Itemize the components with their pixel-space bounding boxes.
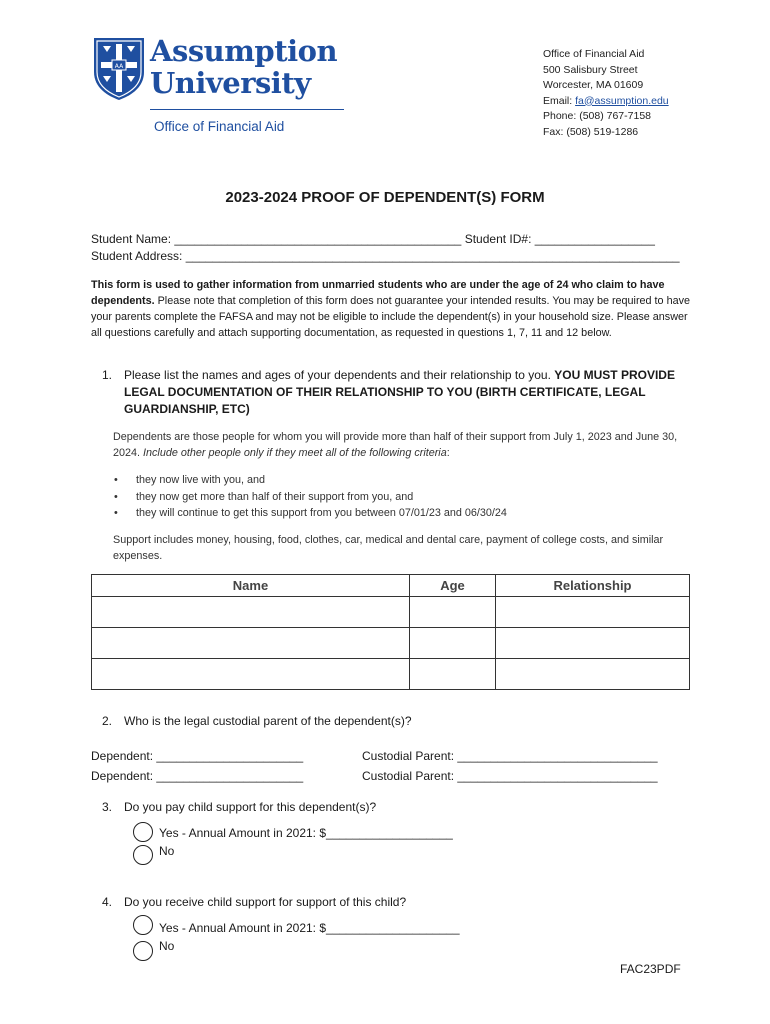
relationship-cell[interactable] bbox=[496, 597, 690, 628]
question-3-number: 3. bbox=[102, 800, 113, 814]
student-name-field[interactable]: Student Name: ___________________________________________ bbox=[91, 232, 462, 246]
age-cell[interactable] bbox=[410, 597, 496, 628]
contact-city: Worcester, MA 01609 bbox=[543, 79, 644, 91]
question-3 bbox=[102, 800, 376, 814]
contact-fax: Fax: (508) 519-1286 bbox=[543, 125, 639, 138]
name-cell[interactable] bbox=[92, 628, 410, 659]
question-4-text: Do you receive child support for support of this child? bbox=[124, 895, 407, 909]
form-code: FAC23PDF bbox=[620, 962, 681, 976]
contact-street: 500 Salisbury Street bbox=[543, 63, 638, 76]
table-header-row bbox=[92, 575, 690, 597]
contact-block bbox=[543, 47, 669, 140]
table-row bbox=[92, 659, 690, 690]
q4-no-label: No bbox=[159, 939, 175, 953]
dependents-definition-italic: Include other people only if they meet all of the following criteria bbox=[143, 447, 447, 459]
logo-line-1: Assumption bbox=[150, 34, 338, 68]
email-link[interactable]: fa@assumption.edu bbox=[575, 94, 669, 107]
name-cell[interactable] bbox=[92, 597, 410, 628]
contact-email-label: Email: bbox=[543, 94, 576, 107]
logo-subtitle: Office of Financial Aid bbox=[154, 119, 285, 134]
intro-paragraph bbox=[91, 277, 691, 341]
dependent-field-2[interactable]: Dependent: ______________________ bbox=[91, 769, 304, 783]
age-cell[interactable] bbox=[410, 659, 496, 690]
contact-phone: Phone: (508) 767-7158 bbox=[543, 110, 651, 122]
question-1 bbox=[102, 367, 692, 418]
criteria-item: • they now live with you, and bbox=[114, 472, 507, 489]
contact-email-row bbox=[543, 94, 669, 110]
question-2-number: 2. bbox=[102, 714, 113, 728]
student-name-row[interactable] bbox=[91, 232, 655, 246]
table-row bbox=[92, 628, 690, 659]
dependents-table bbox=[91, 574, 690, 690]
question-1-number: 1. bbox=[102, 368, 113, 382]
header-relationship: Relationship bbox=[496, 575, 690, 597]
question-3-text: Do you pay child support for this dependent(s)? bbox=[124, 800, 377, 814]
logo-line-2: University bbox=[150, 66, 311, 100]
logo-divider bbox=[150, 109, 344, 110]
university-logo bbox=[88, 30, 358, 145]
student-address-field[interactable]: Student Address: __________________________________________________________________________ bbox=[91, 249, 680, 263]
dependents-definition-text: Dependents are those people for whom you will provide more than half of their support from July 1, 2023 and June 30, 2024. bbox=[113, 431, 678, 459]
shield-crest-icon bbox=[92, 36, 146, 102]
criteria-item: • they will continue to get this support from you between 07/01/23 and 06/30/24 bbox=[114, 505, 507, 522]
question-4 bbox=[102, 895, 406, 909]
q4-no-radio[interactable] bbox=[133, 941, 153, 961]
table-row bbox=[92, 597, 690, 628]
dependent-field-1[interactable]: Dependent: ______________________ bbox=[91, 749, 304, 763]
intro-rest: Please note that completion of this form does not guarantee your intended results. You may be required to have your parents complete the FAFSA and may not be eligible to include the dependent(s) in your household size. Please answer all questions carefully and attach supporting documentation, as requested in questions 1, 7, 11 and 12 below. bbox=[91, 295, 690, 339]
criteria-list bbox=[114, 472, 507, 522]
question-4-number: 4. bbox=[102, 895, 113, 909]
dependents-definition-colon: : bbox=[446, 447, 450, 459]
q4-yes-radio[interactable] bbox=[133, 915, 153, 935]
custodial-parent-field-2[interactable]: Custodial Parent: ______________________________ bbox=[362, 769, 658, 783]
q3-yes-label: Yes - Annual Amount in 2021: $___________________ bbox=[159, 826, 453, 840]
name-cell[interactable] bbox=[92, 659, 410, 690]
student-id-field[interactable]: Student ID#: __________________ bbox=[464, 232, 655, 246]
form-title: 2023-2024 PROOF OF DEPENDENT(S) FORM bbox=[225, 189, 545, 206]
age-cell[interactable] bbox=[410, 628, 496, 659]
criteria-item: • they now get more than half of their support from you, and bbox=[114, 489, 507, 506]
question-1-bold: YOU MUST PROVIDE LEGAL DOCUMENTATION OF THEIR RELATIONSHIP TO YOU (BIRTH CERTIFICATE, LEGAL GUARDIANSHIP, ETC) bbox=[124, 368, 675, 416]
support-definition: Support includes money, housing, food, clothes, car, medical and dental care, payment of college costs, and similar expenses. bbox=[113, 534, 664, 562]
svg-text:AA: AA bbox=[114, 63, 124, 70]
relationship-cell[interactable] bbox=[496, 659, 690, 690]
header-name: Name bbox=[92, 575, 410, 597]
question-1-text: Please list the names and ages of your dependents and their relationship to you. bbox=[124, 368, 555, 382]
intro-bold: This form is used to gather information from unmarried students who are under the age of 24 who claim to have dependents. bbox=[91, 279, 665, 307]
dependents-definition bbox=[113, 429, 693, 461]
question-2 bbox=[102, 714, 412, 728]
q3-no-radio[interactable] bbox=[133, 845, 153, 865]
contact-office: Office of Financial Aid bbox=[543, 48, 645, 60]
q3-no-label: No bbox=[159, 844, 175, 858]
q3-yes-radio[interactable] bbox=[133, 822, 153, 842]
question-2-text: Who is the legal custodial parent of the dependent(s)? bbox=[124, 714, 412, 728]
q4-yes-label: Yes - Annual Amount in 2021: $____________________ bbox=[159, 921, 460, 935]
custodial-parent-field-1[interactable]: Custodial Parent: ______________________________ bbox=[362, 749, 658, 763]
header-age: Age bbox=[410, 575, 496, 597]
relationship-cell[interactable] bbox=[496, 628, 690, 659]
